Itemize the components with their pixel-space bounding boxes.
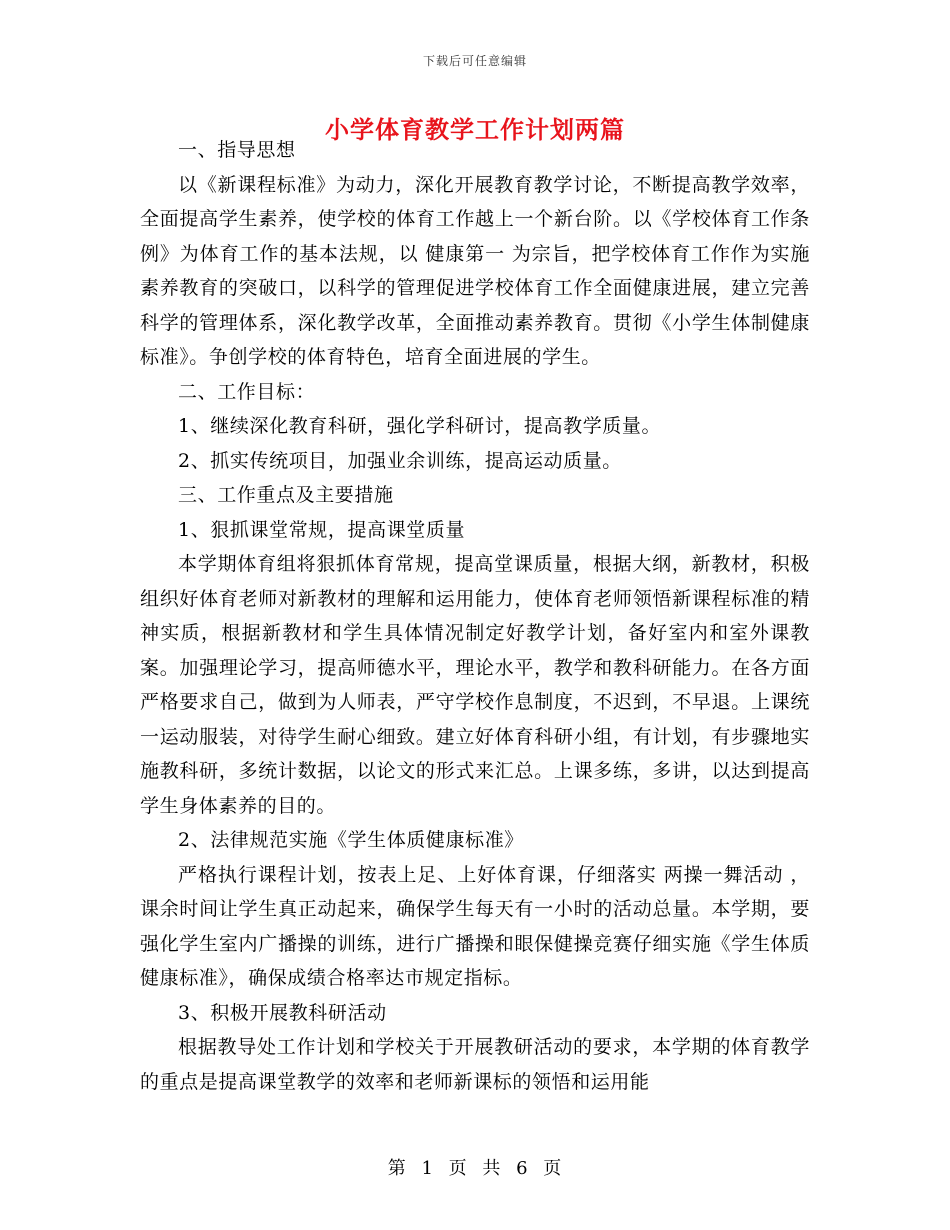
paragraph: 本学期体育组将狠抓体育常规，提高堂课质量，根据大纲，新教材，积极组织好体育老师对新教材的理解和运用能力，使体育老师领悟新课程标准的精神实质，根据新教材和学生具体情况制定好教学计划，备好室内和室外课教案。加强理论学习，提高师德水平，理论水平，教学和教科研能力。在各方面严格要求自己，做到为人师表，严守学校作息制度，不迟到，不早退。上课统一运动服装，对待学生耐心细致。建立好体育科研小组，有计划，有步骤地实施教科研，多统计数据，以论文的形式来汇总。上课多练，多讲，以达到提高学生身体素养的目的。 [140,553,810,817]
footer-label-ye2: 页 [543,1158,563,1179]
section-heading: 一、指导思想 [178,139,296,161]
list-item: 1、继续深化教育科研，强化学科研讨，提高教学质量。 [178,415,662,437]
list-item: 2、抓实传统项目，加强业余训练，提高运动质量。 [178,449,622,472]
document-title: 小学体育教学工作计划两篇 [325,115,625,144]
paragraph: 严格执行课程计划，按表上足、上好体育课，仔细落实 两操一舞活动 ，课余时间让学生真正动起来，确保学生每天有一小时的活动总量。本学期，要强化学生室内广播操的训练，进行广播操和眼保健操竞赛仔细实施《学生体质健康标准》，确保成绩合格率达市规定指标。 [140,863,810,989]
document-body [140,133,810,1099]
header-note: 下载后可任意编辑 [422,54,527,68]
current-page-number: 1 [421,1158,434,1179]
paragraph: 以《新课程标准》为动力，深化开展教育教学讨论，不断提高教学效率，全面提高学生素养，使学校的体育工作越上一个新台阶。以《学校体育工作条例》为体育工作的基本法规，以 健康第一 为宗旨，把学校体育工作作为实施素养教育的突破口，以科学的管理促进学校体育工作全面健康进展，建立完善科学的管理体系，深化教学改革，全面推动素养教育。贯彻《小学生体制健康标准》。争创学校的体育特色，培育全面进展的学生。 [140,173,810,368]
section-heading: 三、工作重点及主要措施 [178,484,394,506]
page-footer [0,1154,950,1180]
footer-label-gong: 共 [482,1158,502,1179]
footer-label-di: 第 [387,1158,407,1179]
section-heading: 二、工作目标： [178,380,316,403]
paragraph: 根据教导处工作计划和学校关于开展教研活动的要求，本学期的体育教学的重点是提高课堂教学的效率和老师新课标的领悟和运用能 [140,1036,810,1093]
subsection-heading: 3、积极开展教科研活动 [178,1001,387,1024]
subsection-heading: 1、狠抓课堂常规，提高课堂质量 [178,518,466,541]
footer-label-ye: 页 [448,1158,468,1179]
total-page-count: 6 [516,1158,529,1179]
subsection-heading: 2、法律规范实施《学生体质健康标准》 [178,829,524,851]
